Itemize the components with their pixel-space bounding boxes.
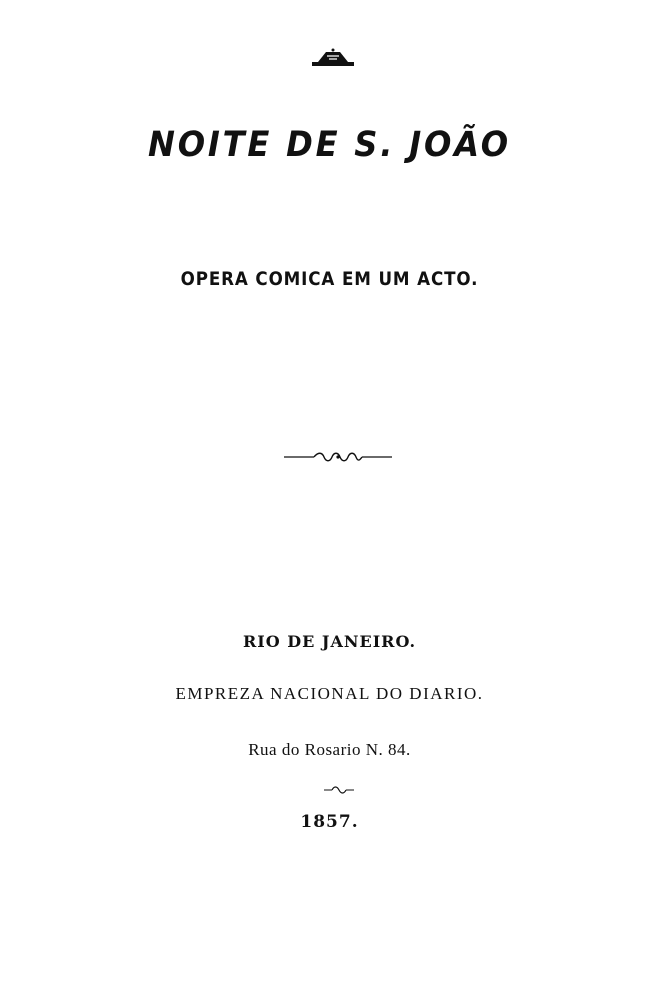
imprint-address: Rua do Rosario N. 84. xyxy=(248,740,411,759)
page-title: NOITE DE S. JOÃO xyxy=(148,125,511,165)
printer-ornament-icon xyxy=(310,46,356,68)
imprint-place: RIO DE JANEIRO. xyxy=(242,632,417,651)
page-subtitle: OPERA COMICA EM UM ACTO. xyxy=(180,268,479,290)
small-rule-divider-icon xyxy=(324,785,354,795)
imprint-year: 1857. xyxy=(300,812,359,832)
imprint-publisher: EMPREZA NACIONAL DO DIARIO. xyxy=(175,684,484,703)
rule-divider-icon xyxy=(284,450,392,464)
